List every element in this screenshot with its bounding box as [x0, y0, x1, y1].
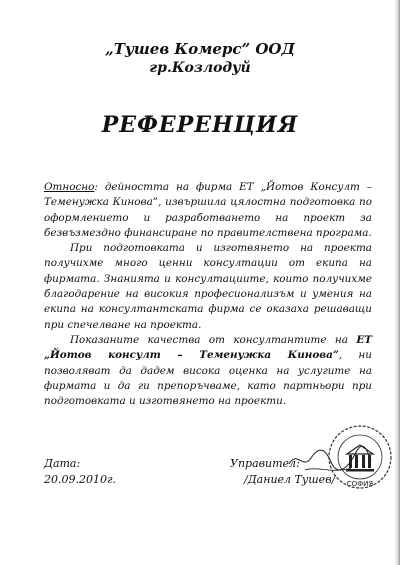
document-body: [44, 180, 372, 409]
recommendation-firm: ЕТ „Йотов консулт – Теменужка Кинова”: [44, 333, 372, 362]
recommendation-start: Показаните качества от консултантите на: [70, 333, 357, 346]
date-block: [44, 456, 116, 488]
company-name: „Тушев Комерс” ООД: [105, 40, 295, 58]
date-value: 20.09.2010г.: [44, 473, 117, 486]
document-title: РЕФЕРЕНЦИЯ: [101, 112, 299, 138]
stamp-text: СОФИЯ: [346, 480, 374, 488]
recommendation-end: , ни позволяват да дадем висока оценка на услугите на фирмата и да ги препоръчваме, като партньори при подготовката и изготвянето на проекти.: [44, 349, 372, 408]
manager-label: Управител:: [230, 457, 300, 470]
paragraph-recommendation: [44, 333, 372, 409]
paragraph-consultations: При подготовката и изготвянето на проекта получихме много ценни консултации от екипа на фирмата. Знанията и консултациите, които получихме благодарение на високия професионализъм и умения на екипа на консултантската фирма се оказаха решаващи при спечелване на проекта.: [44, 242, 372, 331]
subject-text: : дейността на фирма ЕТ „Йотов Консулт – Теменужка Кинова”, извършила цялостна подготовка по оформлението и разработването на проект за безвъзмездно финансиране по правителствена програма.: [44, 181, 372, 239]
paragraph-subject: [44, 180, 372, 241]
date-label: Дата:: [44, 457, 81, 470]
subject-label: Относно: [44, 181, 95, 193]
manager-name: /Даниел Тушев/: [244, 473, 336, 486]
company-city: гр.Козлодуй: [149, 60, 251, 76]
handwritten-signature: [285, 440, 375, 480]
